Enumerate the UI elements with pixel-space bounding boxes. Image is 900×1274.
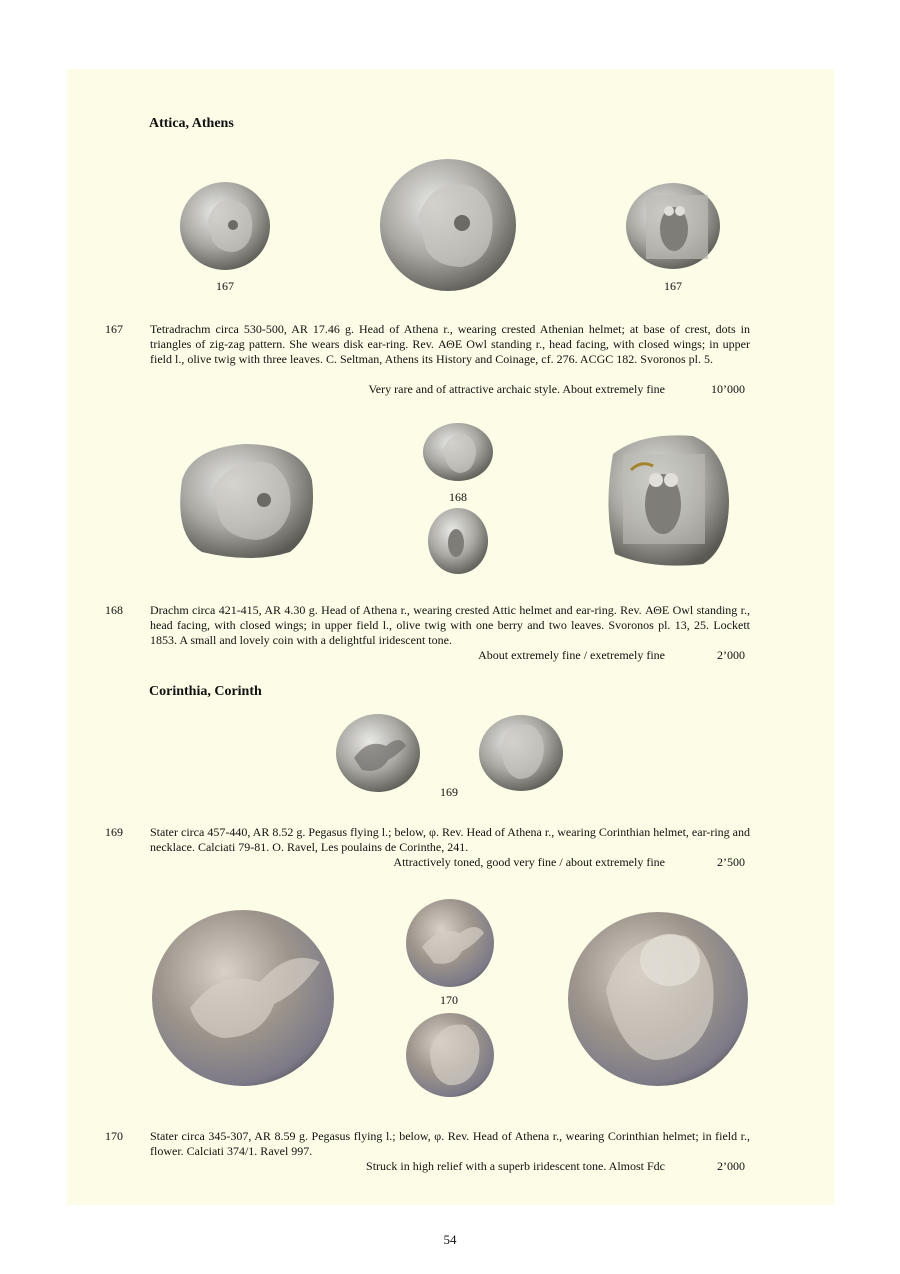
coin-167-obverse-large [378,157,518,294]
coin-167-obverse-small [178,180,272,272]
section-heading-attica: Attica, Athens [149,116,234,131]
page-number: 54 [443,1232,457,1247]
lot-grade: Struck in high relief with a superb iridescent tone. Almost Fdc [366,1159,665,1173]
lot-description: Drachm circa 421-415, AR 4.30 g. Head of Athena r., wearing crested Attic helmet and ear-ring. Rev. ΑΘΕ Owl standing r., head facing, with closed wings; in upper field l., olive twig with one berry and two leaves. Svoronos pl. 13, 25. Lockett 1853. A small and lovely coin with a delightful iridescent tone. [150,603,750,647]
coin-169-reverse-athena [477,713,565,793]
coin-170-reverse-athena-large [566,910,750,1088]
lot-number: 167 [105,322,123,336]
lot-number: 170 [105,1129,123,1143]
section-heading-corinthia: Corinthia, Corinth [149,684,262,699]
coin-170-reverse-small [404,1011,496,1099]
coin-168-reverse-small [427,507,490,575]
lot-price: 2’000 [717,648,745,662]
coin-168-obverse-large [172,440,316,560]
lot-grade: Attractively toned, good very fine / about extremely fine [393,855,665,869]
coin-caption-169: 169 [440,785,458,799]
lot-number: 169 [105,825,123,839]
coin-caption-168: 168 [449,490,467,504]
coin-168-reverse-large [601,430,731,568]
lot-price: 2’500 [717,855,745,869]
lot-description: Stater circa 345-307, AR 8.59 g. Pegasus flying l.; below, φ. Rev. Head of Athena r., wearing Corinthian helmet; in field r., flower. Calciati 374/1. Ravel 997. [150,1129,750,1158]
coin-170-obverse-pegasus-large [150,908,336,1088]
lot-price: 10’000 [711,382,745,396]
lot-price: 2’000 [717,1159,745,1173]
coin-167-reverse-owl [624,181,722,271]
coin-caption-170: 170 [440,993,458,1007]
coin-170-obverse-small [404,897,496,989]
coin-168-obverse-small [421,421,495,483]
lot-grade: Very rare and of attractive archaic style. About extremely fine [368,382,665,396]
lot-grade: About extremely fine / exetremely fine [478,648,665,662]
lot-description: Tetradrachm circa 530-500, AR 17.46 g. Head of Athena r., wearing crested Athenian helmet; at base of crest, dots in triangles of zig-zag pattern. She wears disk ear-ring. Rev. ΑΘΕ Owl standing r., head facing, with closed wings; in upper field l., olive twig with three leaves. C. Seltman, Athens its History and Coinage, cf. 276. ACGC 182. Svoronos pl. 5. [150,322,750,366]
coin-caption-167-left: 167 [216,279,234,293]
lot-description: Stater circa 457-440, AR 8.52 g. Pegasus flying l.; below, φ. Rev. Head of Athena r., wearing Corinthian helmet, ear-ring and necklace. Calciati 79-81. O. Ravel, Les poulains de Corinthe, 241. [150,825,750,854]
coin-169-obverse-pegasus [334,712,422,794]
lot-number: 168 [105,603,123,617]
coin-caption-167-right: 167 [664,279,682,293]
